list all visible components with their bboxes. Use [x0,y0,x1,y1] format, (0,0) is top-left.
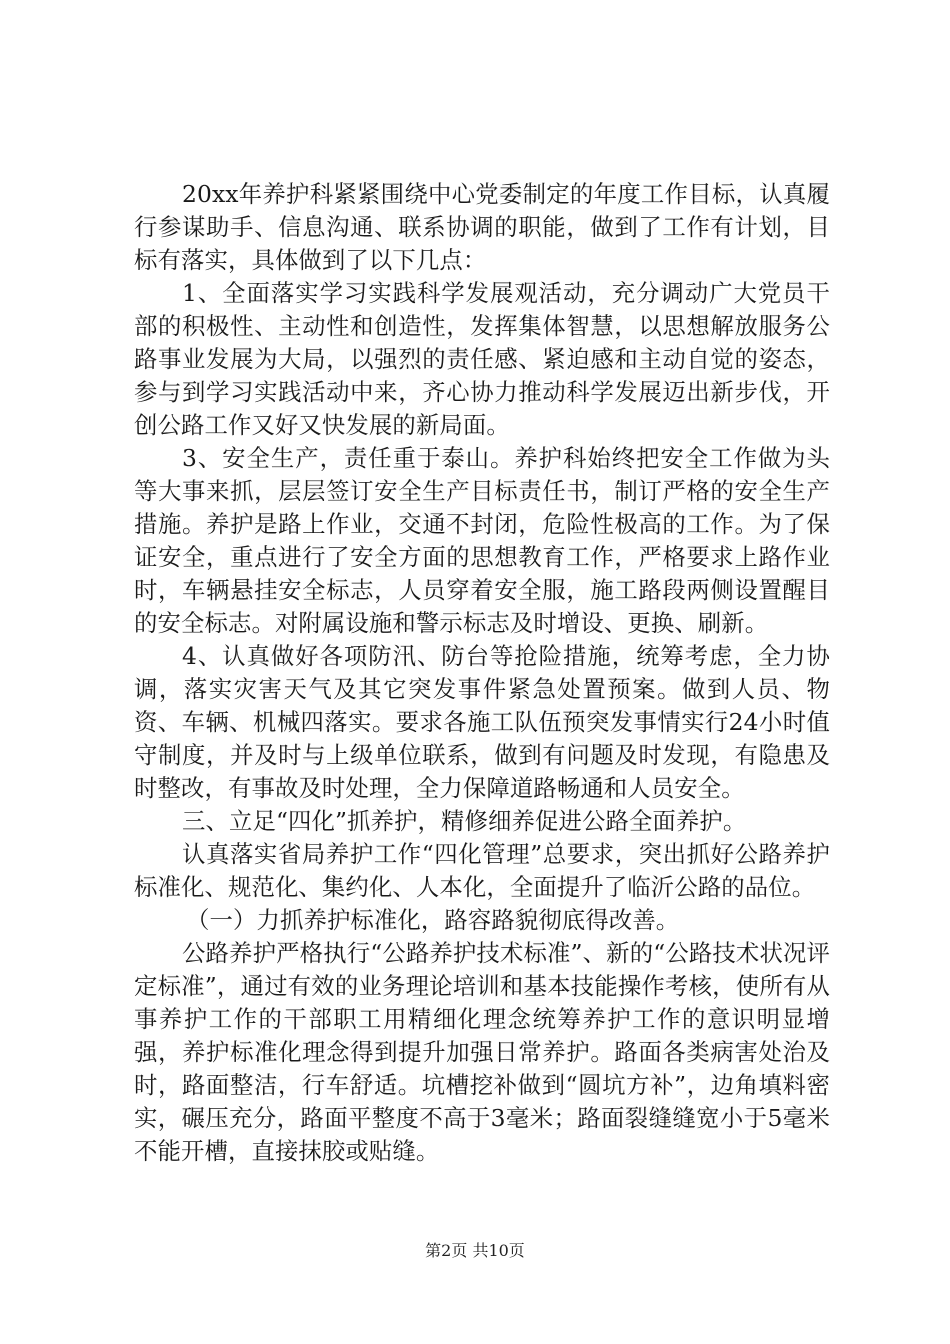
paragraph-intro: 20xx年养护科紧紧围绕中心党委制定的年度工作目标，认真履行参谋助手、信息沟通、联系协调的职能，做到了工作有计划，目标有落实，具体做到了以下几点： [134,180,830,274]
paragraph-item-4: 4、认真做好各项防汛、防台等抢险措施，统筹考虑，全力协调，落实灾害天气及其它突发事件紧急处置预案。做到人员、物资、车辆、机械四落实。要求各施工队伍预突发事情实行24小时值守制度，并及时与上级单位联系，做到有问题及时发现，有隐患及时整改，有事故及时处理，全力保障道路畅通和人员安全。 [134,642,830,802]
paragraph-item-1: 1、全面落实学习实践科学发展观活动，充分调动广大党员干部的积极性、主动性和创造性，发挥集体智慧，以思想解放服务公路事业发展为大局，以强烈的责任感、紧迫感和主动自觉的姿态，参与到学习实践活动中来，齐心协力推动科学发展迈出新步伐，开创公路工作又好又快发展的新局面。 [134,279,830,439]
document-body [134,178,830,1168]
paragraph-standardization: 公路养护严格执行“公路养护技术标准”、新的“公路技术状况评定标准”，通过有效的业务理论培训和基本技能操作考核，使所有从事养护工作的干部职工用精细化理念统筹养护工作的意识明显增强，养护标准化理念得到提升加强日常养护。路面各类病害处治及时，路面整洁，行车舒适。坑槽挖补做到“圆坑方补”，边角填料密实，碾压充分，路面平整度不高于3毫米；路面裂缝缝宽小于5毫米不能开槽，直接抹胶或贴缝。 [134,939,830,1165]
page-footer: 第2页 共10页 [425,1241,525,1260]
subsection-heading-one: （一）力抓养护标准化，路容路貌彻底得改善。 [186,906,680,934]
section-heading-three: 三、立足“四化”抓养护，精修细养促进公路全面养护。 [182,807,747,835]
paragraph-item-3: 3、安全生产，责任重于泰山。养护科始终把安全工作做为头等大事来抓，层层签订安全生产目标责任书，制订严格的安全生产措施。养护是路上作业，交通不封闭，危险性极高的工作。为了保证安全，重点进行了安全方面的思想教育工作，严格要求上路作业时，车辆悬挂安全标志，人员穿着安全服，施工路段两侧设置醒目的安全标志。对附属设施和警示标志及时增设、更换、刷新。 [134,444,830,637]
paragraph-four-modernizations: 认真落实省局养护工作“四化管理”总要求，突出抓好公路养护标准化、规范化、集约化、人本化，全面提升了临沂公路的品位。 [134,840,830,901]
